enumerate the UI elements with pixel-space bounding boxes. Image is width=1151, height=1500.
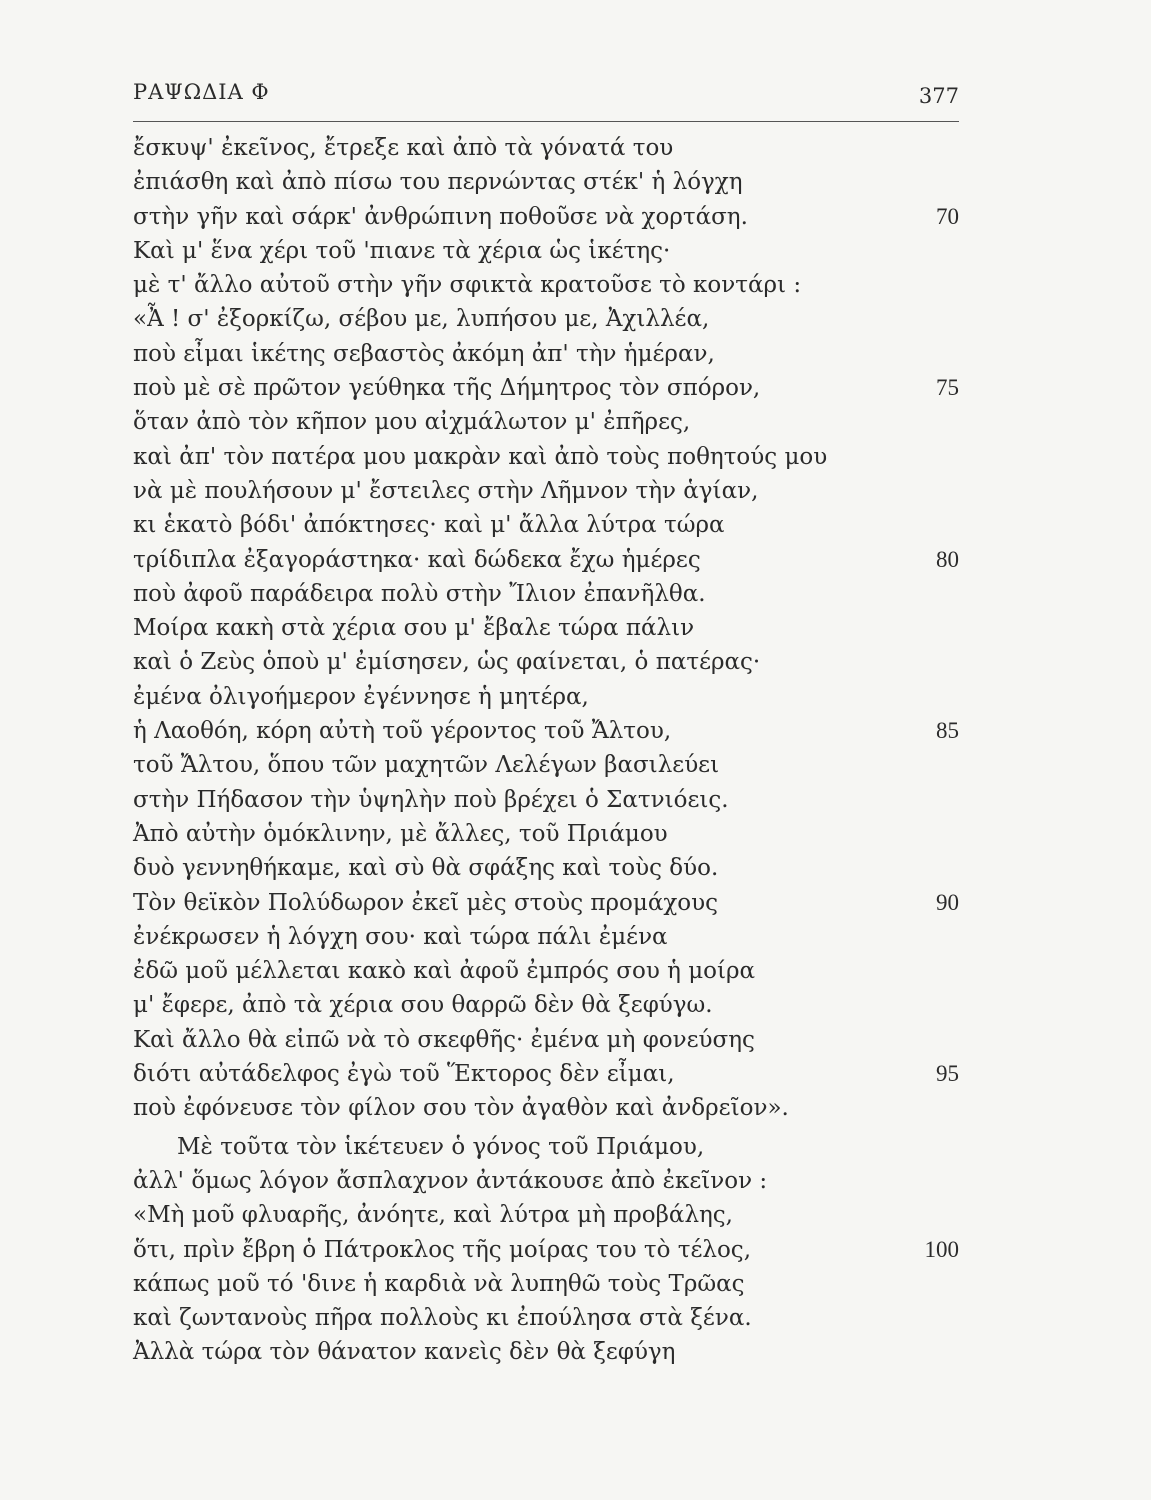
verse-line <box>133 371 959 405</box>
verse-text: κάπως μοῦ τό 'δινε ἡ καρδιὰ νὰ λυπηθῶ τοὺς Τρῶας <box>133 1270 745 1297</box>
verse-line <box>133 577 959 611</box>
verse-text: Ἀπὸ αὐτὴν ὁμόκλινην, μὲ ἄλλες, τοῦ Πριάμου <box>133 820 668 847</box>
verse-text: μ' ἔφερε, ἀπὸ τὰ χέρια σου θαρρῶ δὲν θὰ ξεφύγω. <box>133 992 713 1019</box>
verse-text: τοῦ Ἄλτου, ὅπου τῶν μαχητῶν Λελέγων βασιλεύει <box>133 752 720 779</box>
verse-text: ὅταν ἀπὸ τὸν κῆπον μου αἰχμάλωτον μ' ἐπῆρες, <box>133 409 691 436</box>
verse-line <box>133 680 959 714</box>
verse-line <box>133 268 959 302</box>
verse-text: «Ἆ ! σ' ἐξορκίζω, σέβου με, λυπήσου με, Ἀχιλλέα, <box>133 306 710 333</box>
verse-line <box>133 1335 959 1369</box>
verse-text: ἔσκυψ' ἐκεῖνος, ἔτρεξε καὶ ἀπὸ τὰ γόνατά του <box>133 135 674 161</box>
verse-line <box>133 1057 959 1091</box>
verse-line <box>133 886 959 920</box>
verse-text: μὲ τ' ἄλλο αὐτοῦ στὴν γῆν σφικτὰ κρατοῦσε τὸ κοντάρι : <box>133 272 802 299</box>
header-rule <box>133 121 959 122</box>
verse-line <box>133 543 959 577</box>
verse-text: ποὺ εἶμαι ἱκέτης σεβαστὸς ἀκόμη ἀπ' τὴν ἡμέραν, <box>133 340 715 367</box>
verse-text: Ἀλλὰ τώρα τὸν θάνατον κανεὶς δὲν θὰ ξεφύγη <box>133 1339 676 1366</box>
verse-text: Μοίρα κακὴ στὰ χέρια σου μ' ἔβαλε τώρα πάλιν <box>133 615 695 642</box>
page-header <box>133 80 959 120</box>
verse-line <box>133 851 959 885</box>
verse-text: δυὸ γεννηθήκαμε, καὶ σὺ θὰ σφάξης καὶ τοὺς δύο. <box>133 855 719 882</box>
verse-text: τρίδιπλα ἐξαγοράστηκα· καὶ δώδεκα ἔχω ἡμέρες <box>133 546 701 573</box>
verse-text: ἐπιάσθη καὶ ἀπὸ πίσω του περνώντας στέκ' ἡ λόγχη <box>133 169 743 196</box>
verse-text: καὶ ὁ Ζεὺς ὁποὺ μ' ἐμίσησεν, ὡς φαίνεται, ὁ πατέρας· <box>133 649 761 676</box>
verse-text: καὶ ζωντανοὺς πῆρα πολλοὺς κι ἐπούλησα στὰ ξένα. <box>133 1305 752 1332</box>
verse-text: στὴν γῆν καὶ σάρκ' ἀνθρώπινη ποθοῦσε νὰ χορτάση. <box>133 203 748 230</box>
verse-line <box>133 474 959 508</box>
verse-text: ἀλλ' ὅμως λόγον ἄσπλαχνον ἀντάκουσε ἀπὸ ἐκεῖνον : <box>133 1167 768 1194</box>
line-number: 90 <box>936 889 959 915</box>
line-number: 95 <box>936 1061 959 1087</box>
verse-line <box>133 508 959 542</box>
verse-text: Καὶ μ' ἕνα χέρι τοῦ 'πιανε τὰ χέρια ὡς ἱκέτης· <box>133 237 671 264</box>
verse-text: Καὶ ἄλλο θὰ εἰπῶ νὰ τὸ σκεφθῆς· ἐμένα μὴ φονεύσης <box>133 1026 755 1053</box>
page-number: 377 <box>918 84 959 108</box>
verse-line <box>133 1023 959 1057</box>
verse-line <box>133 748 959 782</box>
poem-text <box>133 131 959 1370</box>
verse-text: ποὺ ἀφοῦ παράδειρα πολὺ στὴν Ἴλιον ἐπανῆλθα. <box>133 580 706 607</box>
verse-line <box>133 817 959 851</box>
verse-text: ἐδῶ μοῦ μέλλεται κακὸ καὶ ἀφοῦ ἐμπρός σου ἡ μοίρα <box>133 958 756 985</box>
line-number: 100 <box>924 1236 959 1262</box>
verse-line <box>133 1130 959 1164</box>
verse-text: στὴν Πήδασον τὴν ὑψηλὴν ποὺ βρέχει ὁ Σατνιόεις. <box>133 786 729 813</box>
verse-line <box>133 165 959 199</box>
verse-line <box>133 783 959 817</box>
running-title: ΡΑΨΩΔΙΑ Φ <box>133 80 270 104</box>
verse-line <box>133 302 959 336</box>
line-number: 70 <box>936 203 959 229</box>
verse-text: ἡ Λαοθόη, κόρη αὐτὴ τοῦ γέροντος τοῦ Ἄλτου, <box>133 718 672 745</box>
line-number: 80 <box>936 546 959 572</box>
verse-line <box>133 611 959 645</box>
verse-text: ποὺ μὲ σὲ πρῶτον γεύθηκα τῆς Δήμητρος τὸν σπόρον, <box>133 375 761 402</box>
verse-line <box>133 1301 959 1335</box>
verse-line <box>133 1091 959 1125</box>
verse-line <box>133 200 959 234</box>
verse-text: διότι αὐτάδελφος ἐγὼ τοῦ Ἕκτορος δὲν εἶμαι, <box>133 1061 675 1088</box>
verse-line <box>133 1164 959 1198</box>
verse-line <box>133 1233 959 1267</box>
verse-text: ἐνέκρωσεν ἡ λόγχη σου· καὶ τώρα πάλι ἐμένα <box>133 923 668 950</box>
verse-text: Τὸν θεϊκὸν Πολύδωρον ἐκεῖ μὲς στοὺς προμάχους <box>133 889 719 916</box>
verse-text: καὶ ἀπ' τὸν πατέρα μου μακρὰν καὶ ἀπὸ τοὺς ποθητούς μου <box>133 443 828 470</box>
verse-line <box>133 405 959 439</box>
verse-text: ποὺ ἐφόνευσε τὸν φίλον σου τὸν ἀγαθὸν καὶ ἀνδρεῖον». <box>133 1095 789 1122</box>
verse-text: ἐμένα ὀλιγοήμερον ἐγέννησε ἡ μητέρα, <box>133 683 589 710</box>
verse-text: Μὲ τοῦτα τὸν ἱκέτευεν ὁ γόνος τοῦ Πριάμου, <box>177 1133 705 1160</box>
verse-line <box>133 988 959 1022</box>
verse-line <box>133 337 959 371</box>
verse-line <box>133 1267 959 1301</box>
verse-line <box>133 234 959 268</box>
verse-text: νὰ μὲ πουλήσουν μ' ἔστειλες στὴν Λῆμνον τὴν ἁγίαν, <box>133 477 759 504</box>
line-number: 85 <box>936 718 959 744</box>
line-number: 75 <box>936 375 959 401</box>
verse-line <box>133 954 959 988</box>
verse-text: «Μὴ μοῦ φλυαρῆς, ἀνόητε, καὶ λύτρα μὴ προβάλης, <box>133 1202 733 1229</box>
verse-line <box>133 920 959 954</box>
verse-line <box>133 1198 959 1232</box>
verse-line <box>133 714 959 748</box>
verse-line <box>133 131 959 165</box>
verse-text: ὅτι, πρὶν ἔβρη ὁ Πάτροκλος τῆς μοίρας του τὸ τέλος, <box>133 1236 752 1263</box>
verse-line <box>133 645 959 679</box>
verse-line <box>133 440 959 474</box>
verse-text: κι ἑκατὸ βόδι' ἀπόκτησες· καὶ μ' ἄλλα λύτρα τώρα <box>133 512 725 539</box>
